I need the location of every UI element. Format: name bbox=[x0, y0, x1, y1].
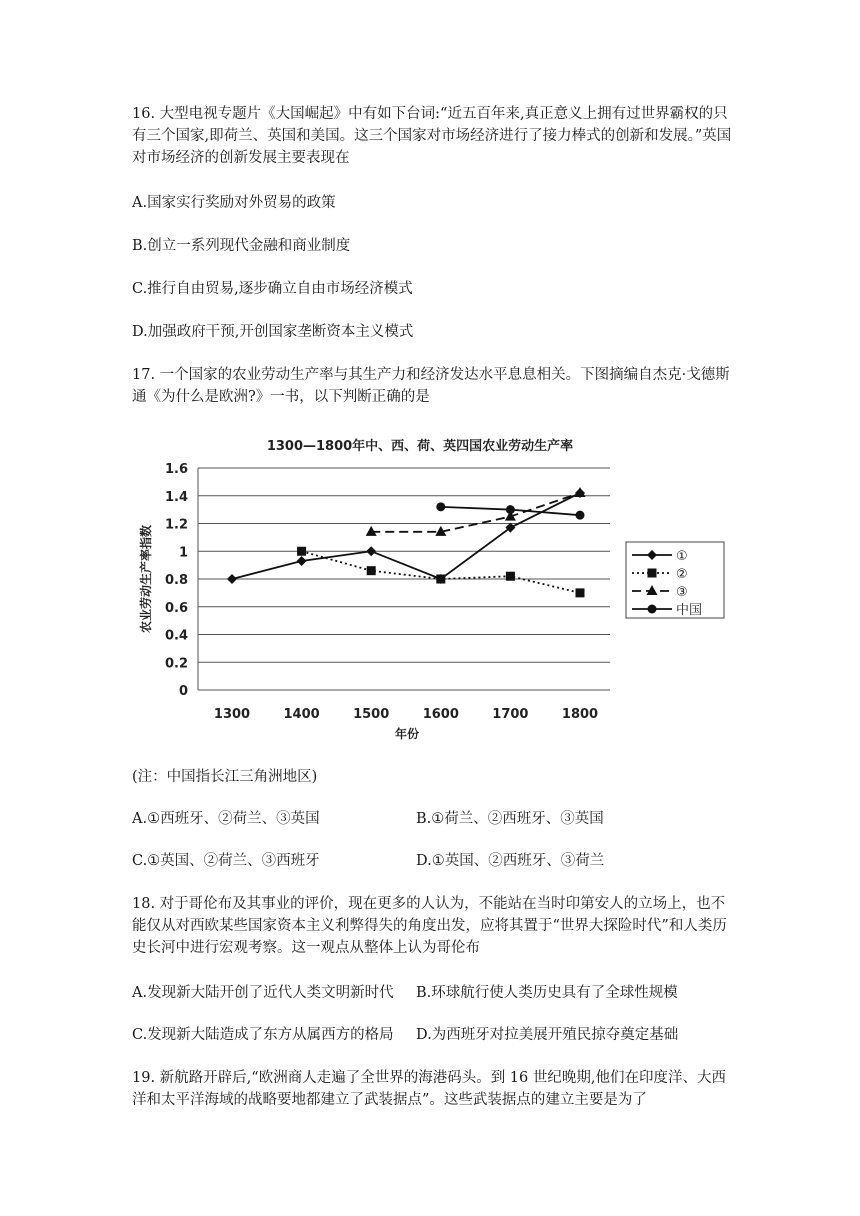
data-point bbox=[576, 588, 585, 597]
data-point bbox=[436, 575, 445, 584]
x-axis-label: 年份 bbox=[394, 727, 420, 741]
y-tick-labels bbox=[165, 462, 188, 699]
x-tick-label: 1600 bbox=[422, 707, 459, 722]
q18-stem: 18. 对于哥伦布及其事业的评价，现在更多的人认为，不能站在当时印第安人的立场上，也不能仅从对西欧某些国家资本主义利弊得失的角度出发，应将其置于“世界大探险时代”和人类历史长河中进行宏观考察。这一观点从整体上认为哥伦布 bbox=[132, 896, 727, 956]
y-tick-label: 1.6 bbox=[164, 462, 188, 477]
q16-option-c: C.推行自由贸易,逐步确立自由市场经济模式 bbox=[132, 281, 413, 297]
x-tick-label: 1500 bbox=[353, 707, 390, 722]
q16-option-b: B.创立一系列现代金融和商业制度 bbox=[132, 238, 351, 254]
data-point bbox=[367, 566, 376, 575]
data-point bbox=[506, 505, 515, 514]
data-point bbox=[366, 546, 376, 556]
y-tick-label: 0.4 bbox=[164, 628, 188, 644]
y-tick-label: 1.2 bbox=[164, 517, 188, 533]
chart-legend bbox=[626, 542, 724, 618]
q17-option-c: C.①英国、②荷兰、③西班牙 bbox=[132, 853, 320, 869]
q17-option-a: A.①西班牙、②荷兰、③英国 bbox=[132, 811, 320, 827]
y-tick-label: 1 bbox=[178, 545, 188, 561]
legend-label: ② bbox=[676, 567, 688, 582]
q18-option-b: B.环球航行使人类历史具有了全球性规模 bbox=[416, 985, 678, 1001]
q17-stem: 17. 一个国家的农业劳动生产率与其生产力和经济发达水平息息相关。下图摘编自杰克·戈德斯通《为什么是欧洲?》一书，以下判断正确的是 bbox=[132, 367, 730, 405]
y-tick-label: 0.6 bbox=[164, 600, 188, 616]
data-point bbox=[366, 526, 377, 536]
x-tick-labels bbox=[214, 707, 598, 722]
q18-option-d: D.为西班牙对拉美展开殖民掠夺奠定基础 bbox=[416, 1027, 679, 1043]
legend-marker bbox=[648, 569, 657, 578]
y-tick-label: 0.8 bbox=[164, 573, 188, 588]
chart-title: 1300—1800年中、西、荷、英四国农业劳动生产率 bbox=[266, 439, 574, 454]
legend-label: 中国 bbox=[676, 603, 703, 618]
x-tick-label: 1300 bbox=[213, 707, 251, 722]
series-line bbox=[232, 493, 580, 579]
data-point bbox=[436, 502, 445, 511]
chart-series bbox=[227, 487, 586, 597]
q17-option-b: B.①荷兰、②西班牙、③英国 bbox=[416, 811, 604, 827]
data-point bbox=[576, 511, 585, 520]
y-tick-label: 1.4 bbox=[164, 489, 188, 505]
series-1 bbox=[227, 488, 585, 584]
q18-option-a: A.发现新大陆开创了近代人类文明新时代 bbox=[132, 985, 394, 1001]
chart-grid bbox=[198, 468, 610, 690]
q18-option-c: C.发现新大陆造成了东方从属西方的格局 bbox=[132, 1027, 394, 1043]
data-point bbox=[506, 572, 515, 581]
y-tick-label: 0.2 bbox=[164, 656, 188, 672]
data-point bbox=[297, 556, 307, 566]
series-line bbox=[302, 551, 580, 593]
legend-label: ③ bbox=[676, 585, 688, 600]
data-point bbox=[227, 574, 237, 584]
q16-option-a: A.国家实行奖励对外贸易的政策 bbox=[132, 195, 336, 211]
y-tick-label: 0 bbox=[178, 684, 188, 699]
x-tick-label: 1700 bbox=[492, 707, 529, 722]
q17-option-d: D.①英国、②西班牙、③荷兰 bbox=[416, 853, 605, 869]
q16-option-d: D.加强政府干预,开创国家垄断资本主义模式 bbox=[132, 324, 414, 340]
series-3 bbox=[366, 487, 586, 536]
data-point bbox=[297, 547, 306, 556]
legend-label: ① bbox=[676, 549, 688, 564]
x-tick-label: 1800 bbox=[561, 707, 599, 722]
y-axis-label: 农业劳动生产率指数 bbox=[139, 524, 153, 634]
q19-stem: 19. 新航路开辟后,“欧洲商人走遍了全世界的海港码头。到 16 世纪晚期,他们在印度洋、大西洋和太平洋海域的战略要地都建立了武装据点”。这些武装据点的建立主要是为了 bbox=[132, 1070, 726, 1108]
x-tick-label: 1400 bbox=[283, 707, 320, 722]
productivity-line-chart bbox=[130, 422, 730, 752]
q16-stem: 16. 大型电视专题片《大国崛起》中有如下台词:“近五百年来,真正意义上拥有过世界霸权的只有三个国家,即荷兰、英国和美国。这三个国家对市场经济进行了接力棒式的创新和发展。”英国对市场经济的创新发展主要表现在 bbox=[132, 106, 732, 166]
q17-note: (注：中国指长江三角洲地区) bbox=[132, 769, 318, 785]
legend-box bbox=[626, 542, 724, 618]
series-2 bbox=[297, 547, 584, 598]
legend-marker bbox=[648, 605, 657, 614]
